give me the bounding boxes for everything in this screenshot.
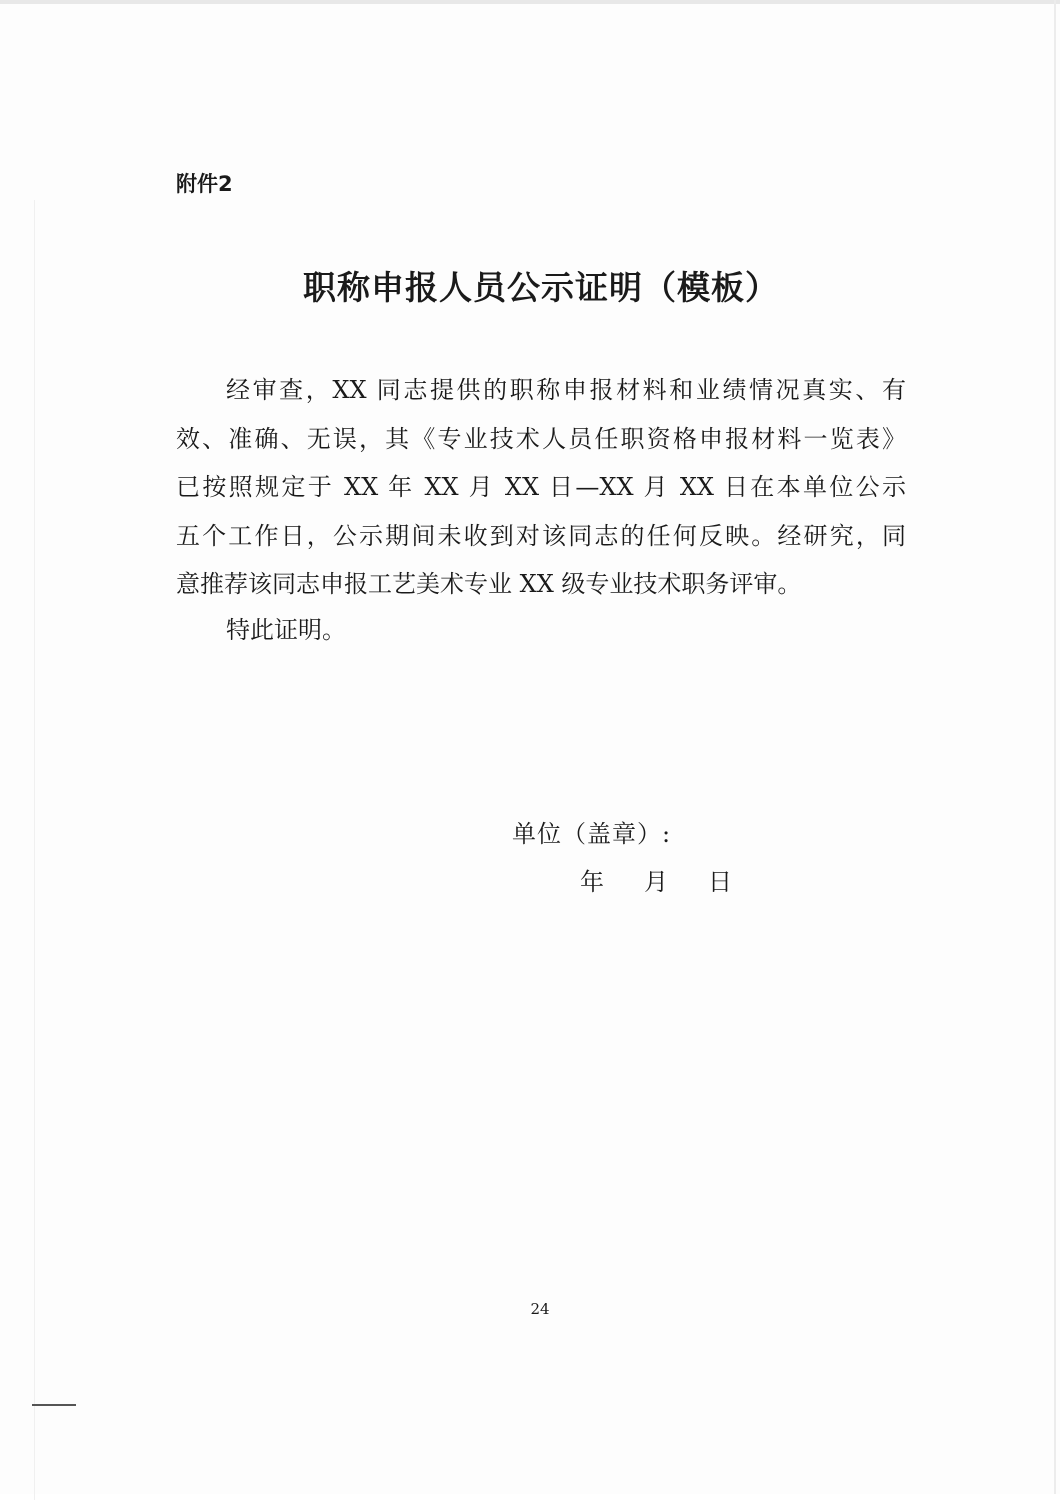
scan-edge-top bbox=[0, 0, 1060, 4]
date-month: 月 bbox=[644, 868, 668, 896]
body-line-4: 五个工作日，公示期间未收到对该同志的任何反映。经研究，同 bbox=[176, 521, 906, 550]
scan-mark bbox=[32, 1404, 76, 1406]
body-line-3: 已按照规定于 XX 年 XX 月 XX 日—XX 月 XX 日在本单位公示 bbox=[176, 473, 906, 501]
page-number: 24 bbox=[530, 1300, 550, 1318]
body-line-1: 经审查，XX 同志提供的职称申报材料和业绩情况真实、有 bbox=[226, 376, 906, 404]
date-year: 年 bbox=[580, 868, 604, 896]
body-line-5: 意推荐该同志申报工艺美术专业 XX 级专业技术职务评审。 bbox=[176, 570, 802, 598]
attachment-label: 附件2 bbox=[176, 172, 233, 196]
date-row bbox=[580, 862, 732, 897]
scan-edge-right bbox=[1054, 0, 1056, 1494]
date-day: 日 bbox=[708, 868, 732, 896]
scan-edge-left bbox=[34, 200, 35, 1500]
unit-seal-label: 单位（盖章）: bbox=[512, 820, 672, 848]
body-line-2: 效、准确、无误，其《专业技术人员任职资格申报材料一览表》 bbox=[176, 424, 906, 453]
document-title: 职称申报人员公示证明（模板） bbox=[303, 268, 779, 307]
closing-statement: 特此证明。 bbox=[226, 616, 346, 644]
body-paragraph bbox=[176, 366, 906, 609]
